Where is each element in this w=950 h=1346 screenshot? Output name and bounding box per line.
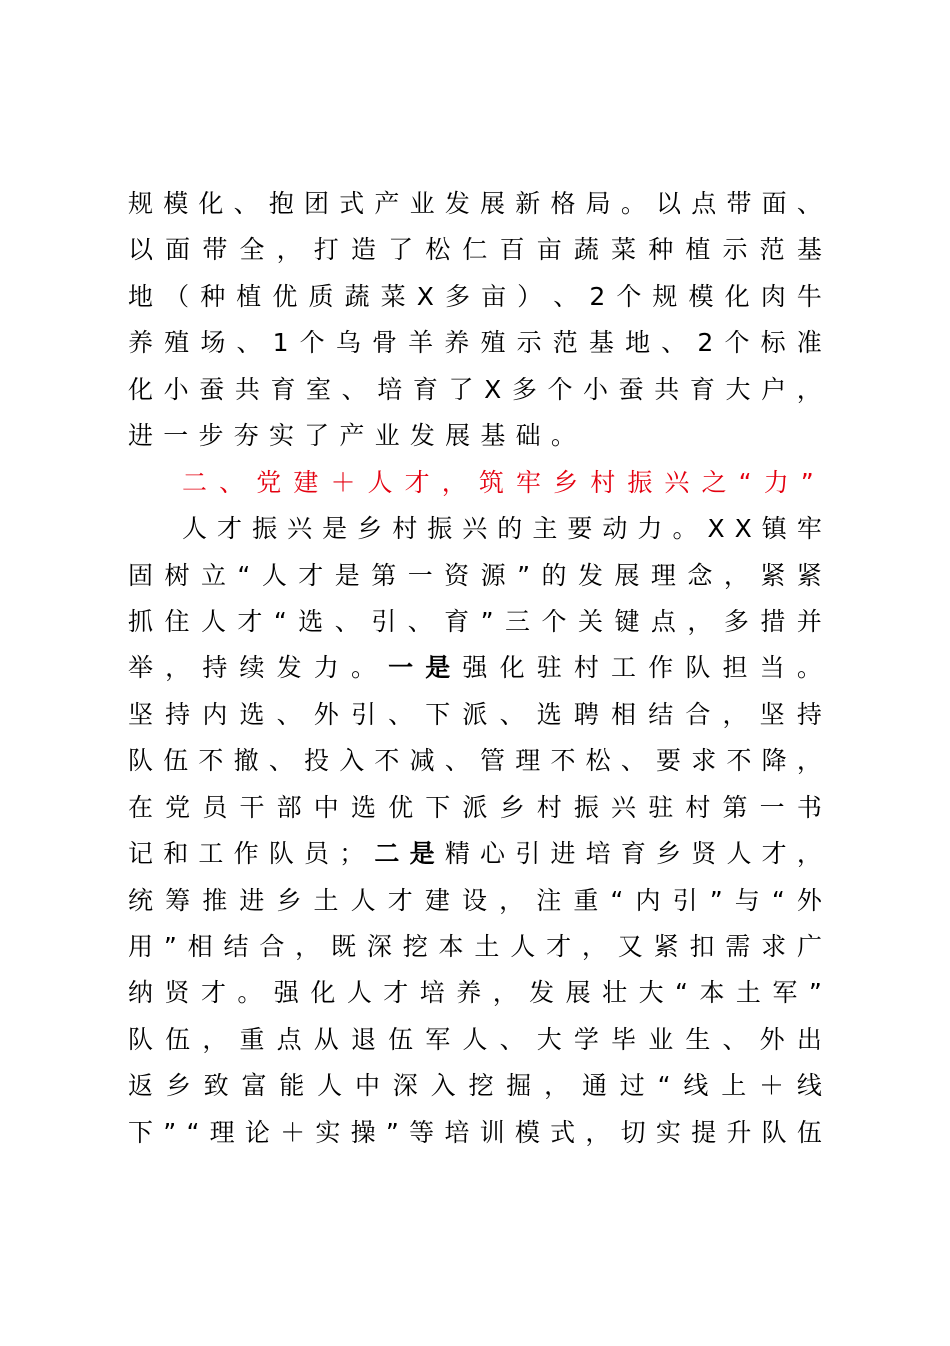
section-heading: 二 、 党 建 ＋ 人 才 ， 筑 牢 乡 村 振 兴 之 “ 力 ”: [182, 468, 814, 497]
paragraph-line: 举 ， 持 续 发 力 。 一 是 强 化 驻 村 工 作 队 担 当 。: [128, 653, 822, 682]
paragraph-line: 规 模 化 、 抱 团 式 产 业 发 展 新 格 局 。 以 点 带 面 、: [128, 189, 822, 218]
paragraph-line: 进 一 步 夯 实 了 产 业 发 展 基 础 。: [128, 421, 576, 450]
paragraph-line: 地 （ 种 植 优 质 蔬 菜 X 多 亩 ） 、 2 个 规 模 化 肉 牛: [128, 282, 822, 311]
paragraph-line: 人 才 振 兴 是 乡 村 振 兴 的 主 要 动 力 。 X X 镇 牢: [182, 514, 822, 543]
paragraph-line: 返 乡 致 富 能 人 中 深 入 挖 掘 ， 通 过 “ 线 上 ＋ 线: [128, 1071, 822, 1100]
paragraph-line: 以 面 带 全 ， 打 造 了 松 仁 百 亩 蔬 菜 种 植 示 范 基: [128, 235, 822, 264]
paragraph-line: 坚 持 内 选 、 外 引 、 下 派 、 选 聘 相 结 合 ， 坚 持: [128, 700, 822, 729]
paragraph-line: 统 筹 推 进 乡 土 人 才 建 设 ， 注 重 “ 内 引 ” 与 “ 外: [128, 886, 822, 915]
paragraph-line: 抓 住 人 才 “ 选 、 引 、 育 ” 三 个 关 键 点 ， 多 措 并: [128, 607, 822, 636]
paragraph-line: 队 伍 不 撤 、 投 入 不 减 、 管 理 不 松 、 要 求 不 降 ，: [128, 746, 822, 775]
paragraph-line: 养 殖 场 、 1 个 乌 骨 羊 养 殖 示 范 基 地 、 2 个 标 准: [128, 328, 822, 357]
paragraph-line: 下 ” “ 理 论 ＋ 实 操 ” 等 培 训 模 式 ， 切 实 提 升 队 伍: [128, 1118, 822, 1147]
paragraph-line: 纳 贤 才 。 强 化 人 才 培 养 ， 发 展 壮 大 “ 本 土 军 ”: [128, 978, 822, 1007]
paragraph-line: 记 和 工 作 队 员 ； 二 是 精 心 引 进 培 育 乡 贤 人 才 ，: [128, 839, 822, 868]
paragraph-line: 化 小 蚕 共 育 室 、 培 育 了 X 多 个 小 蚕 共 育 大 户 ，: [128, 375, 822, 404]
paragraph-line: 在 党 员 干 部 中 选 优 下 派 乡 村 振 兴 驻 村 第 一 书: [128, 793, 822, 822]
paragraph-line: 用 ” 相 结 合 ， 既 深 挖 本 土 人 才 ， 又 紧 扣 需 求 广: [128, 932, 822, 961]
paragraph-line: 固 树 立 “ 人 才 是 第 一 资 源 ” 的 发 展 理 念 ， 紧 紧: [128, 561, 822, 590]
paragraph-line: 队 伍 ， 重 点 从 退 伍 军 人 、 大 学 毕 业 生 、 外 出: [128, 1025, 822, 1054]
